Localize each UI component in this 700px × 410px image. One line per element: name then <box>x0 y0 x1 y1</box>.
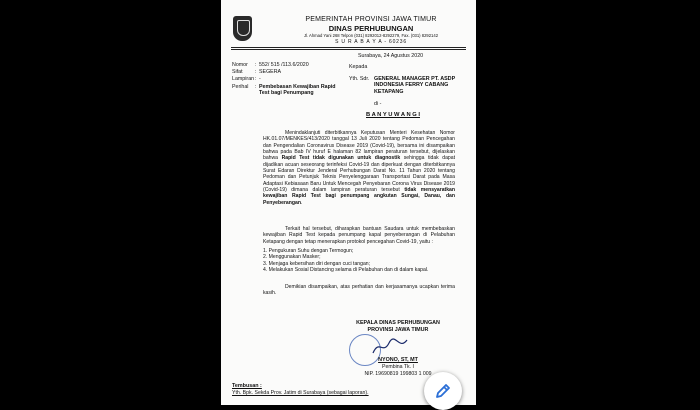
list-item: 2. Menggunakan Masker; <box>263 254 321 261</box>
perihal-colon: : <box>255 84 257 90</box>
letter-page <box>221 0 476 405</box>
province-crest-logo <box>233 16 252 41</box>
protocol-list <box>263 248 455 273</box>
letterhead-rule-thin <box>231 49 466 50</box>
p1-text-e: . <box>300 199 303 206</box>
letter-date: Surabaya, 24 Agustus 2020 <box>358 53 424 59</box>
tembusan-item: Yth. Bpk. Sekda Prov. Jatim di Surabaya (sebagai laporan). <box>232 390 369 396</box>
perihal-label: Perihal <box>232 84 249 90</box>
body-paragraph-2: Terkait hal tersebut, diharapkan bantuan Saudara untuk membebaskan kewajiban Rapid Test kepada penumpang kapal penyeberangan di Pelabuhan Ketapang dengan tetap menerapkan protokol pencegahan Covid-19, yaitu : <box>263 226 455 245</box>
lampiran-label: Lampiran <box>232 76 255 82</box>
tembusan-label: Tembusan : <box>232 383 262 389</box>
sifat-colon: : <box>255 69 257 75</box>
signature-title-line2: PROVINSI JAWA TIMUR <box>367 326 429 333</box>
recipient-di: di - <box>374 101 382 107</box>
letterhead-city: S U R A B A Y A - 60236 <box>335 39 407 45</box>
lampiran-value: - <box>259 76 261 82</box>
body-paragraph-3: Demikian disampaikan, atas perhatian dan kerjasamanya ucapkan terima kasih. <box>263 284 455 297</box>
p1-text-a: Menindaklanjuti diterbitkannya Keputusan Menteri Kesehatan Nomor HK.01.07/MENKES/413/2020 tanggal 13 Juli 2020 tentang Pedoman Pencegahan dan Pengendalian Coronavirus Disease 2019 (Covid-19), bersama ini disampaikan bahwa pada Bab IV huruf E halaman 82 lampiran peraturan tersebut, dijelaskan bahwa <box>263 130 455 162</box>
nomor-label: Nomor <box>232 62 248 68</box>
letterhead-line1: PEMERINTAH PROVINSI JAWA TIMUR <box>305 16 437 23</box>
kepada-label: Kepada <box>349 64 368 70</box>
letterhead-line2: DINAS PERHUBUNGAN <box>328 24 414 33</box>
signatory-nip: NIP. 19690819 199803 1 009 <box>364 371 432 377</box>
letterhead-rule <box>231 47 466 48</box>
p1-bold-d: tidak mensyaratkan kewajiban Rapid Test bagi penumpang angkutan Sungai, Danau, dan Penyeberangan <box>263 187 455 206</box>
signature-title-line1: KEPALA DINAS PERHUBUNGAN <box>356 320 440 326</box>
nomor-colon: : <box>255 62 257 68</box>
signature-title <box>343 320 453 333</box>
perihal-value: Pembebasan Kewajiban Rapid Test bagi Penumpang <box>259 84 336 97</box>
recipient-address: GENERAL MANAGER PT. ASDP INDONESIA FERRY CABANG KETAPANG <box>374 76 456 95</box>
recipient-salutation: Yth. Sdr. <box>349 76 370 82</box>
sifat-value: SEGERA <box>259 69 282 75</box>
recipient-city: B A N Y U W A N G I <box>366 112 420 118</box>
letterhead-address: Jl. Ahmad Yani 268 Telpon (031) 8292012-8292279, Fax. (031) 8292142 <box>303 33 439 38</box>
handwritten-signature <box>371 337 409 357</box>
nomor-value: 552/ 515 /113.6/2020 <box>259 62 309 68</box>
pencil-icon <box>433 381 453 401</box>
signatory-rank: Pembina Tk. I <box>382 364 414 370</box>
p1-bold-b: Rapid Test tidak digunakan untuk diagnostik <box>281 155 401 162</box>
list-item: 1. Pengukuran Suhu dengan Termogun; <box>263 248 354 254</box>
sifat-label: Sifat <box>232 69 243 75</box>
list-item: 4. Melakukan Sosial Distancing selama di Pelabuhan dan di dalam kapal. <box>263 266 429 273</box>
signatory-name: NYONO, ST, MT <box>378 357 418 363</box>
list-item: 3. Menjaga kebersihan diri dengan cuci tangan; <box>263 260 371 267</box>
p1-text-c: sehingga tidak dapat dijadikan acuan seseorang terinfeksi Covid-19 dan diperkuat dengan diterbitkannya Surat Edaran Direktur Jenderal Perhubungan Darat No. 11 Tahun 2020 tentang Pedoman dan Petunjuk Teknis Penyelenggaraan Transportasi Darat pada Masa Adaptasi Kebiasaan Baru Untuk Mencegah Penyebaran Corona Virus Disease 2019 (Covid-19) dimana dalam lampiran peraturan tersebut <box>263 155 456 194</box>
body-paragraph-1 <box>263 130 455 206</box>
lampiran-colon: : <box>255 76 257 82</box>
edit-button[interactable] <box>424 372 462 410</box>
